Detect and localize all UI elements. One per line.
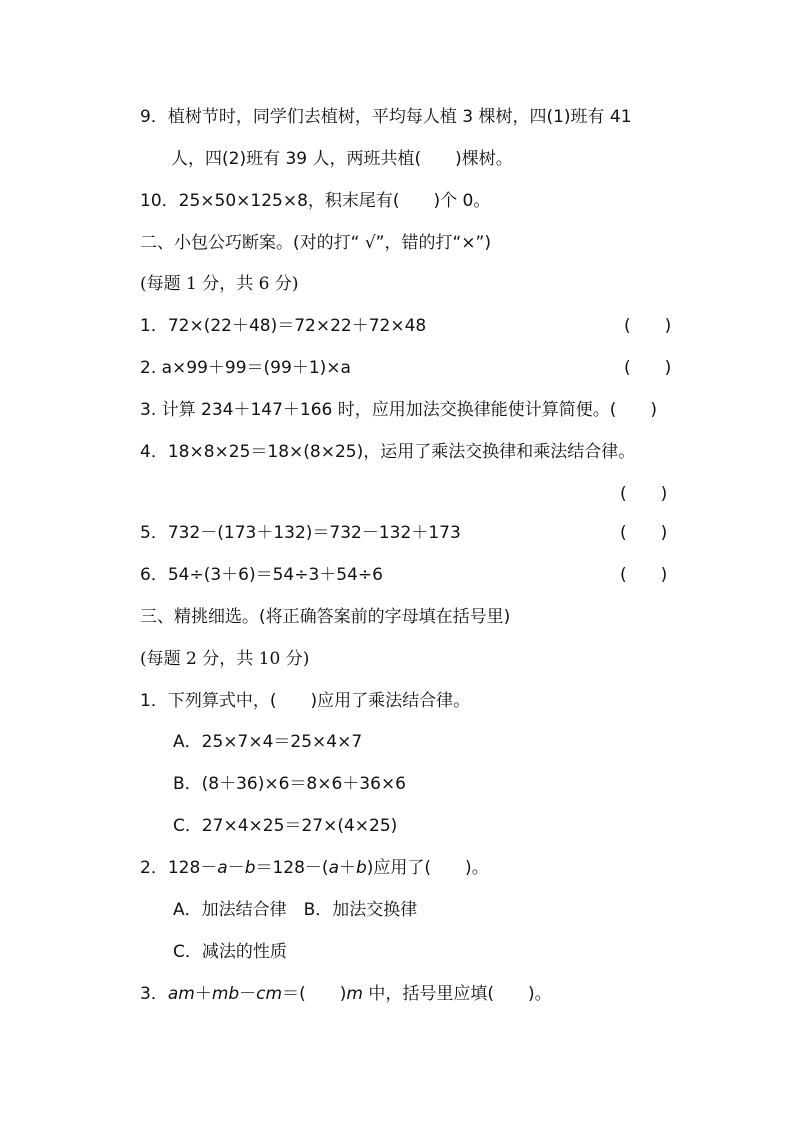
- q2-num: 2．128－: [140, 858, 218, 878]
- q2-tail: )应用了( )。: [366, 858, 489, 878]
- term-m: m: [346, 984, 363, 1004]
- choice-q2-options-ab: A．加法结合律 B．加法交换律: [173, 900, 418, 920]
- section-2-note: (每题 1 分，共 6 分): [140, 274, 299, 294]
- q2-op1: －: [227, 858, 245, 878]
- judge-item-4: 4．18×8×25＝18×(8×25)，运用了乘法交换律和乘法结合律。: [140, 442, 636, 462]
- judge-item-5-paren: ( ): [620, 523, 668, 543]
- judge-item-5: 5．732－(173＋132)＝732－132＋173: [140, 523, 461, 543]
- q2-op3: ＋: [339, 858, 356, 878]
- choice-q1-stem: 1．下列算式中，( )应用了乘法结合律。: [140, 691, 471, 711]
- q3-op1: ＋: [194, 984, 212, 1004]
- term-cm: cm: [256, 984, 283, 1004]
- choice-q2-stem: [140, 856, 489, 880]
- choice-q1-option-c: C．27×4×25＝27×(4×25): [173, 816, 398, 836]
- term-mb: mb: [211, 984, 240, 1004]
- q3-op2: －: [239, 984, 257, 1004]
- var-b-2: b: [356, 858, 367, 878]
- judge-item-1-paren: ( ): [624, 316, 672, 336]
- question-9-line-1: 9．植树节时，同学们去植树，平均每人植 3 棵树，四(1)班有 41: [140, 107, 632, 127]
- q3-num: 3．: [140, 984, 168, 1004]
- section-3-note: (每题 2 分，共 10 分): [140, 649, 310, 669]
- judge-item-3: 3. 计算 234＋147＋166 时，应用加法交换律能使计算简便。( ): [140, 400, 658, 420]
- judge-item-2-paren: ( ): [624, 358, 672, 378]
- q3-tail: 中，括号里应填( )。: [362, 984, 552, 1004]
- q2-op2: ＝128－(: [255, 858, 329, 878]
- section-2-title: 二、小包公巧断案。(对的打“ √”，错的打“×”): [140, 233, 491, 253]
- q3-op3: ＝( ): [282, 984, 347, 1004]
- choice-q1-option-b: B．(8＋36)×6＝8×6＋36×6: [173, 774, 407, 794]
- judge-item-1: 1．72×(22＋48)＝72×22＋72×48: [140, 316, 427, 336]
- judge-item-6: 6．54÷(3＋6)＝54÷3＋54÷6: [140, 565, 383, 585]
- question-9-line-2: 人，四(2)班有 39 人，两班共植( )棵树。: [171, 149, 513, 169]
- choice-q2-option-c: C．减法的性质: [173, 942, 287, 962]
- var-b: b: [244, 858, 256, 878]
- judge-item-6-paren: ( ): [620, 565, 668, 585]
- question-10: 10．25×50×125×8，积末尾有( )个 0。: [140, 191, 491, 211]
- choice-q1-option-a: A．25×7×4＝25×4×7: [173, 732, 363, 752]
- choice-q3-stem: [140, 982, 552, 1006]
- var-a-2: a: [328, 858, 339, 878]
- judge-item-4-paren: ( ): [620, 484, 668, 504]
- section-3-title: 三、精挑细选。(将正确答案前的字母填在括号里): [140, 607, 511, 627]
- term-am: am: [167, 984, 195, 1004]
- var-a: a: [217, 858, 228, 878]
- judge-item-2: 2. a×99＋99＝(99＋1)×a: [140, 358, 351, 378]
